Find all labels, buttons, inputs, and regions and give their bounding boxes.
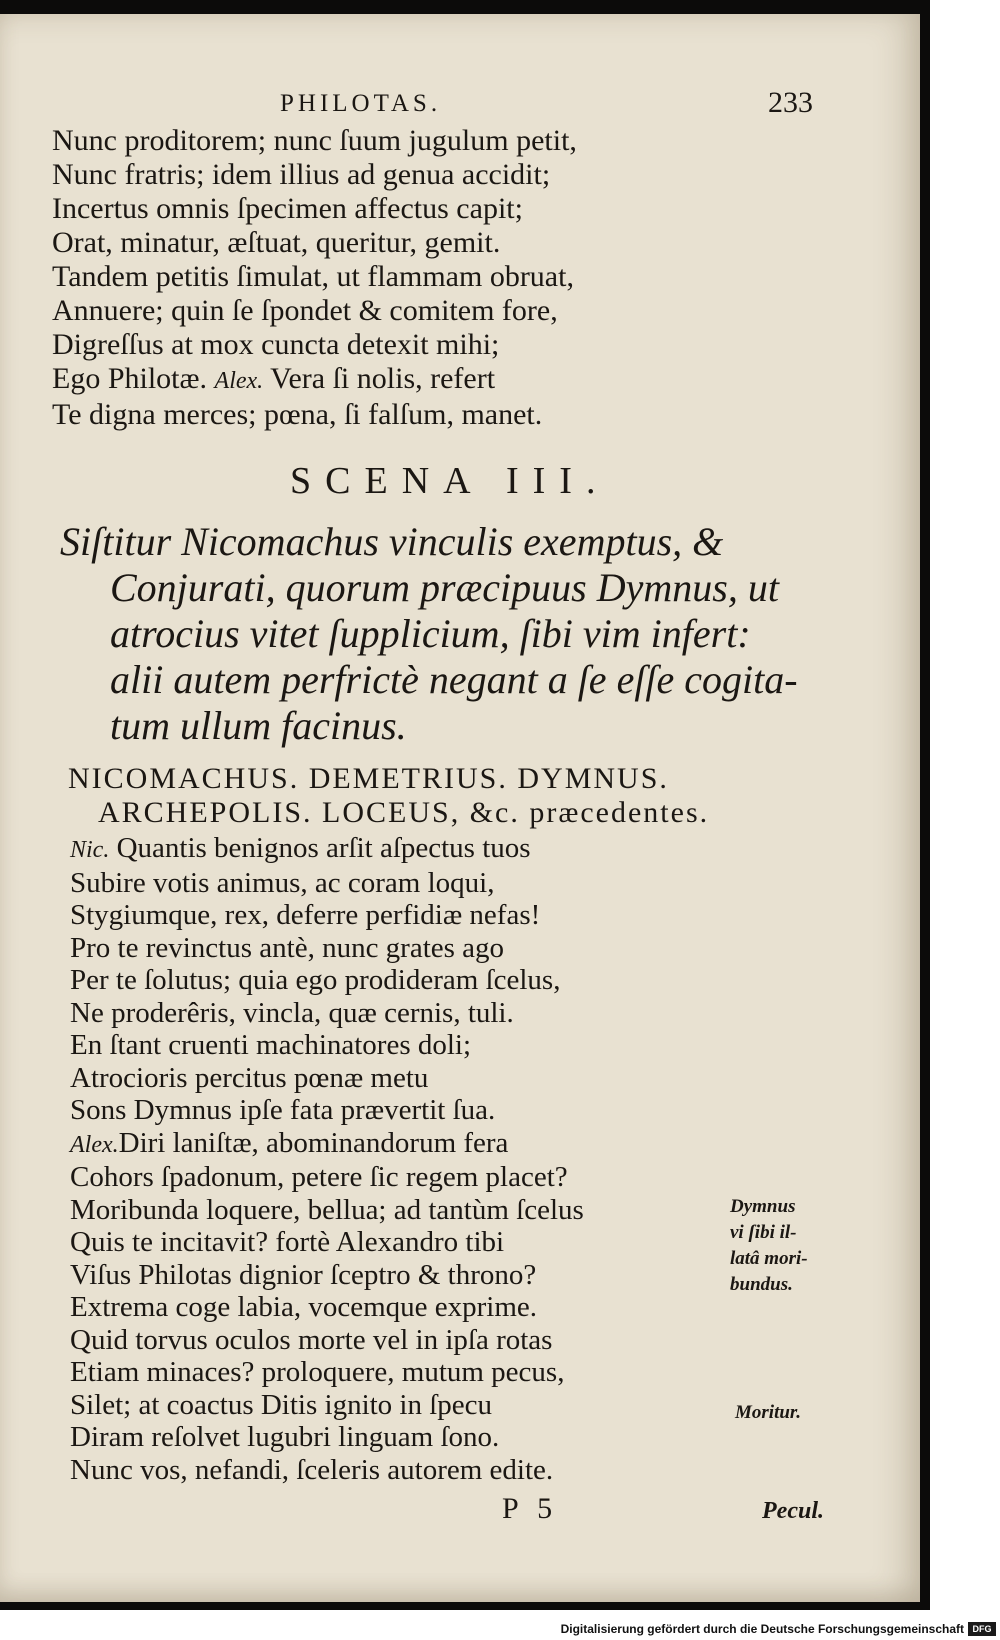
speaker-label: Alex.	[70, 1131, 119, 1158]
verse-line: Nunc proditorem; nunc ſuum jugulum petit,	[52, 124, 577, 157]
persons-line: ARCHEPOLIS. LOCEUS, &c. præcedentes.	[98, 796, 710, 829]
digitization-footer	[0, 1620, 1000, 1640]
persons-line: NICOMACHUS. DEMETRIUS. DYMNUS.	[68, 762, 669, 795]
verse-line: Per te ſolutus; quia ego prodideram ſcelus,	[70, 964, 561, 996]
verse-line: Stygiumque, rex, deferre perfidiæ nefas!	[70, 899, 541, 931]
argument-line: tum ullum facinus.	[110, 703, 407, 748]
scene-argument	[60, 519, 840, 749]
verse-line: Silet; at coactus Ditis ignito in ſpecu	[70, 1388, 493, 1421]
argument-line: alii autem perfrictè negant a ſe eſſe cogita-	[110, 657, 798, 702]
verse-line	[70, 832, 584, 867]
verse-line: Pro te revinctus antè, nunc grates ago	[70, 931, 505, 964]
verse-line: Viſus Philotas dignior ſceptro & throno?	[70, 1258, 537, 1291]
dramatis-personae	[68, 762, 848, 830]
margin-note-moritur: Moritur.	[735, 1402, 802, 1423]
page-number: 233	[768, 86, 813, 119]
speaker-label: Alex.	[214, 368, 264, 394]
argument-line: atrocius vitet ſupplicium, ſibi vim infert:	[110, 611, 751, 656]
book-page	[0, 14, 920, 1602]
funding-credit: Digitalisierung gefördert durch die Deutsche Forschungsgemeinschaft	[560, 1622, 964, 1636]
verse-line: Incertus omnis ſpecimen affectus capit;	[52, 192, 523, 225]
signature-mark: P 5	[502, 1492, 559, 1525]
verse-line	[52, 362, 577, 398]
margin-note-dymnus	[730, 1194, 850, 1298]
scene-title: SCENA III.	[290, 460, 610, 502]
verse-line: Ne proderêris, vincla, quæ cernis, tuli.	[70, 996, 514, 1029]
running-head: PHILOTAS.	[280, 90, 442, 117]
verse-line: Annuere; quin ſe ſpondet & comitem fore,	[52, 294, 558, 327]
verse-line: Quis te incitavit? fortè Alexandro tibi	[70, 1226, 505, 1258]
verse-line: Tandem petitis ſimulat, ut flammam obruat,	[52, 260, 574, 293]
verse-line: Quid torvus oculos morte vel in ipſa rotas	[70, 1323, 553, 1356]
margin-note-line: vi ſibi il-	[730, 1222, 797, 1243]
argument-line: Conjurati, quorum præcipuus Dymnus, ut	[110, 565, 779, 610]
argument-line: Siſtitur Nicomachus vinculis exemptus, &	[60, 519, 724, 564]
verse-line: Sons Dymnus ipſe fata prævertit ſua.	[70, 1094, 496, 1126]
verse-line: En ſtant cruenti machinatores doli;	[70, 1029, 472, 1061]
margin-note-line: bundus.	[730, 1274, 793, 1295]
margin-note-line: Dymnus	[730, 1196, 796, 1217]
verse-line: Atrocioris percitus pœnæ metu	[70, 1061, 429, 1094]
verse-line: Moribunda loquere, bellua; ad tantùm ſcelus	[70, 1193, 584, 1226]
verse-line: Digreſſus at mox cuncta detexit mihi;	[52, 328, 500, 361]
verse-text: Quantis benignos arſit aſpectus tuos	[116, 832, 531, 864]
verse-text: Diri laniſtæ, abominandorum fera	[118, 1126, 509, 1159]
verse-line: Orat, minatur, æſtuat, queritur, gemit.	[52, 226, 501, 259]
verse-line: Subire votis animus, ac coram loqui,	[70, 866, 495, 899]
speaker-label: Nic.	[70, 837, 110, 863]
margin-note-line: latâ mori-	[730, 1248, 808, 1269]
verse-text: Vera ſi nolis, refert	[270, 362, 496, 395]
verse-block-top	[52, 124, 577, 432]
verse-line: Etiam minaces? proloquere, mutum pecus,	[70, 1356, 565, 1388]
verse-block-main	[70, 832, 584, 1486]
verse-line: Extrema coge labia, vocemque exprime.	[70, 1291, 538, 1323]
verse-line: Nunc vos, nefandi, ſceleris autorem edite.	[70, 1453, 554, 1486]
verse-line: Cohors ſpadonum, petere ſic regem placet?	[70, 1161, 568, 1193]
verse-line	[70, 1127, 584, 1162]
catchword: Pecul.	[762, 1498, 824, 1524]
verse-line: Nunc fratris; idem illius ad genua accidit;	[52, 158, 551, 191]
verse-line: Te digna merces; pœna, ſi falſum, manet.	[52, 398, 543, 431]
dfg-logo: DFG	[968, 1622, 996, 1636]
verse-line: Diram reſolvet lugubri linguam ſono.	[70, 1421, 500, 1453]
verse-text: Ego Philotæ.	[52, 362, 208, 395]
